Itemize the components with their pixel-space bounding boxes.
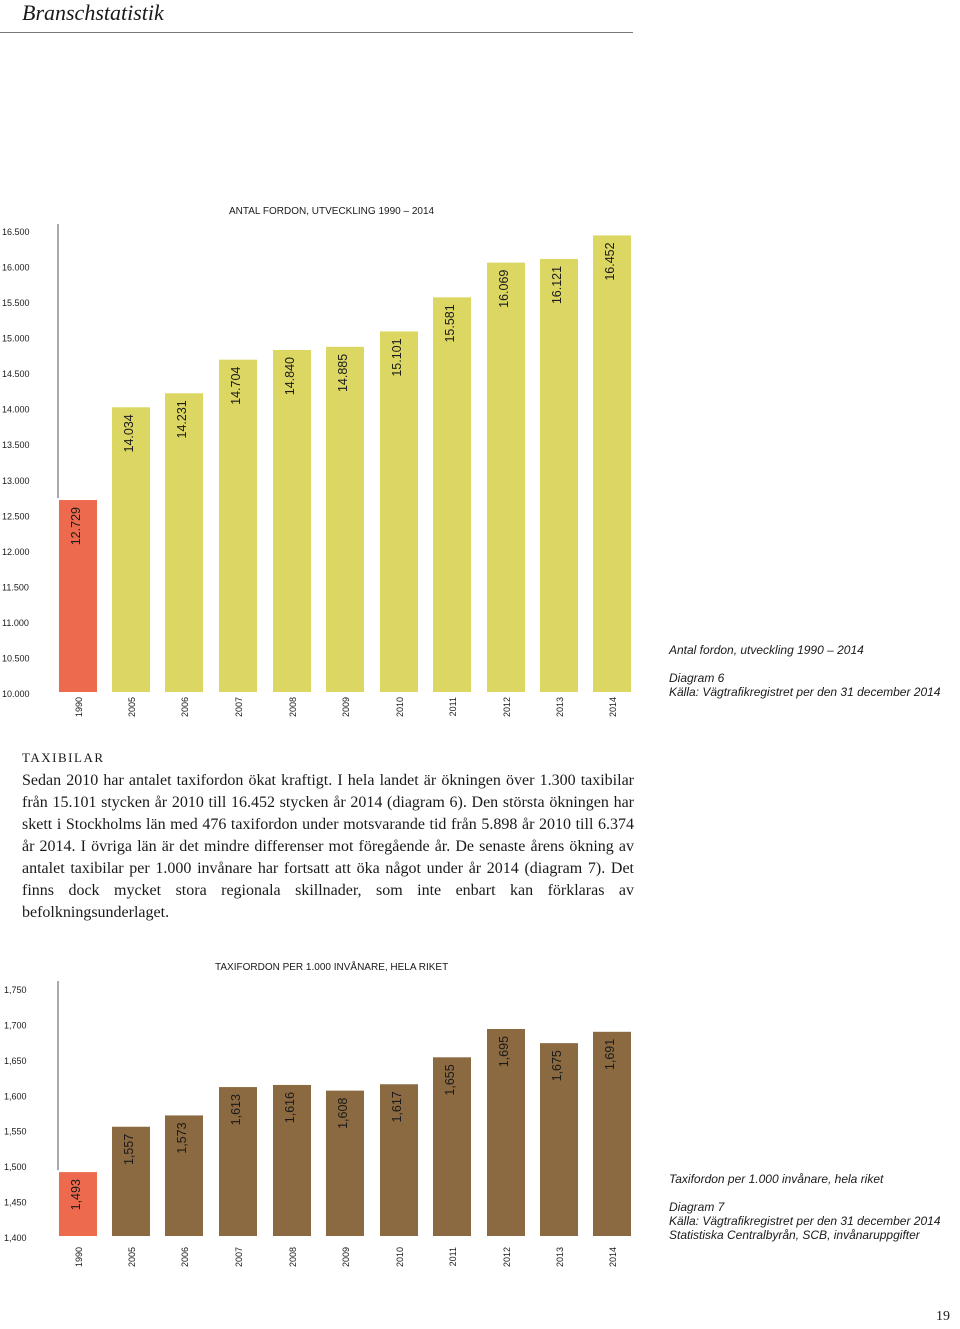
d7-category-label-2011: 2011 [448,1247,458,1267]
d6-y-tick-label: 11.000 [2,617,29,628]
d7-value-label-2006: 1,573 [175,1122,189,1154]
diagram6-caption-source: Källa: Vägtrafikregistret per den 31 december 2014 [669,685,941,699]
d7-category-label-2009: 2009 [341,1247,351,1268]
d7-category-label-2005: 2005 [127,1247,137,1268]
d6-y-tick-label: 12.000 [2,546,30,557]
d6-bar-2007 [218,359,258,693]
page-number: 19 [936,1309,950,1324]
section-body-text: Sedan 2010 har antalet taxifordon ökat kraftigt. I hela landet är ökningen över 1.300 taxibilar från 15.101 stycken år 2010 till 16.452 stycken år 2014 (diagram 6). Den största ökningen har skett i Stockholms län med 476 taxifordon under motsvarande tid från 5.898 år 2010 till 6.374 år 2014. I övriga län är det mindre differenser mot föregående år. De senaste årens ökning av antalet taxibilar per 1.000 invånare har fortsatt att öka något under år 2014 (diagram 7). Det finns dock mycket stora regionala skillnader, som inte enbart kan förklaras av befolkningsunderlaget. [22,772,634,921]
d7-y-tick-label: 1,400 [4,1233,27,1243]
d6-y-tick-label: 16.500 [2,227,30,237]
d7-category-label-2012: 2012 [502,1247,512,1268]
d7-y-tick-label: 1,600 [4,1091,27,1102]
d7-y-tick-label: 1,700 [4,1020,27,1031]
d6-y-tick-label: 10.500 [2,653,30,664]
diagram7-caption-number: Diagram 7 [669,1200,725,1214]
d6-y-tick-label: 15.500 [2,298,30,309]
d6-y-tick-label: 15.000 [2,333,30,344]
d7-category-label-1990: 1990 [74,1247,84,1268]
d6-category-label-2008: 2008 [288,697,298,718]
d6-value-label-2006: 14.231 [175,400,189,439]
d7-value-label-1990: 1,493 [69,1179,83,1211]
d6-bar-2013 [539,258,579,693]
diagram6-caption [669,643,941,699]
d6-y-tick-label: 10.000 [2,689,30,699]
diagram7-caption [669,1172,941,1242]
section-heading: TAXIBILAR [22,750,105,765]
d7-y-tick-label: 1,450 [4,1197,27,1208]
d7-y-tick-label: 1,550 [4,1126,27,1137]
d6-y-tick-label: 14.000 [2,404,30,415]
d6-value-label-2010: 15.101 [390,338,404,377]
d7-value-label-2008: 1,616 [283,1091,297,1124]
d6-category-label-2005: 2005 [127,697,137,718]
d6-value-label-2013: 16.121 [550,265,564,305]
diagram7-caption-source: Källa: Vägtrafikregistret per den 31 december 2014 [669,1214,941,1228]
d7-value-label-2011: 1,655 [443,1064,457,1096]
d7-y-tick-label: 1,750 [4,985,27,995]
d6-category-label-2011: 2011 [448,697,458,717]
d6-value-label-2014: 16.452 [603,242,617,281]
d6-value-label-1990: 12.729 [69,507,83,546]
d7-category-label-2008: 2008 [288,1247,298,1268]
d7-value-label-2013: 1,675 [550,1050,564,1082]
d6-category-label-2006: 2006 [180,697,190,718]
d7-category-label-2006: 2006 [180,1247,190,1268]
d7-value-label-2010: 1,617 [390,1091,404,1123]
diagram7-caption-source2: Statistiska Centralbyrån, SCB, invånaruppgifter [669,1228,920,1242]
d6-y-tick-label: 13.500 [2,440,30,451]
d7-y-tick-label: 1,500 [4,1162,27,1173]
d6-bar-2012 [486,262,526,693]
d7-category-label-2007: 2007 [234,1247,244,1268]
page-header-title: Branschstatistik [22,0,164,25]
d6-bar-2010 [379,330,419,693]
d6-category-label-2007: 2007 [234,697,244,718]
d6-value-label-2009: 14.885 [336,353,350,393]
d7-value-label-2007: 1,613 [229,1094,243,1126]
d6-chart-title: ANTAL FORDON, UTVECKLING 1990 – 2014 [229,206,435,217]
d7-value-label-2005: 1,557 [122,1133,136,1166]
d7-y-tick-label: 1,650 [4,1055,27,1066]
d6-category-label-2013: 2013 [555,697,565,718]
d7-category-label-2014: 2014 [608,1247,618,1268]
d6-y-tick-label: 11.500 [2,582,29,593]
d6-value-label-2005: 14.034 [122,414,136,453]
d6-category-label-2009: 2009 [341,697,351,718]
d6-y-tick-label: 16.000 [2,262,30,273]
d7-value-label-2014: 1,691 [603,1038,617,1071]
d7-category-label-2013: 2013 [555,1247,565,1268]
d6-y-tick-label: 12.500 [2,511,30,522]
d7-value-label-2012: 1,695 [497,1035,511,1068]
d6-category-label-1990: 1990 [74,697,84,718]
diagram6-caption-number: Diagram 6 [669,671,725,685]
diagram6-caption-title: Antal fordon, utveckling 1990 – 2014 [669,643,864,657]
d6-value-label-2008: 14.840 [283,356,297,396]
d6-category-label-2012: 2012 [502,697,512,718]
d7-category-label-2010: 2010 [395,1247,405,1268]
d6-category-label-2010: 2010 [395,697,405,718]
d6-value-label-2011: 15.581 [443,304,457,343]
d6-bar-2014 [592,234,632,693]
d7-chart-title: TAXIFORDON PER 1.000 INVÅNARE, HELA RIKET [215,962,449,973]
d7-value-label-2009: 1,608 [336,1097,350,1129]
d6-value-label-2007: 14.704 [229,366,243,405]
d6-bar-2011 [432,296,472,693]
d6-y-tick-label: 13.000 [2,475,30,486]
d6-value-label-2012: 16.069 [497,269,511,308]
diagram7-caption-title: Taxifordon per 1.000 invånare, hela riket [669,1172,884,1186]
d6-y-tick-label: 14.500 [2,369,30,380]
d6-category-label-2014: 2014 [608,697,618,718]
d6-bar-2008 [272,349,312,693]
d6-bar-2009 [325,346,365,693]
